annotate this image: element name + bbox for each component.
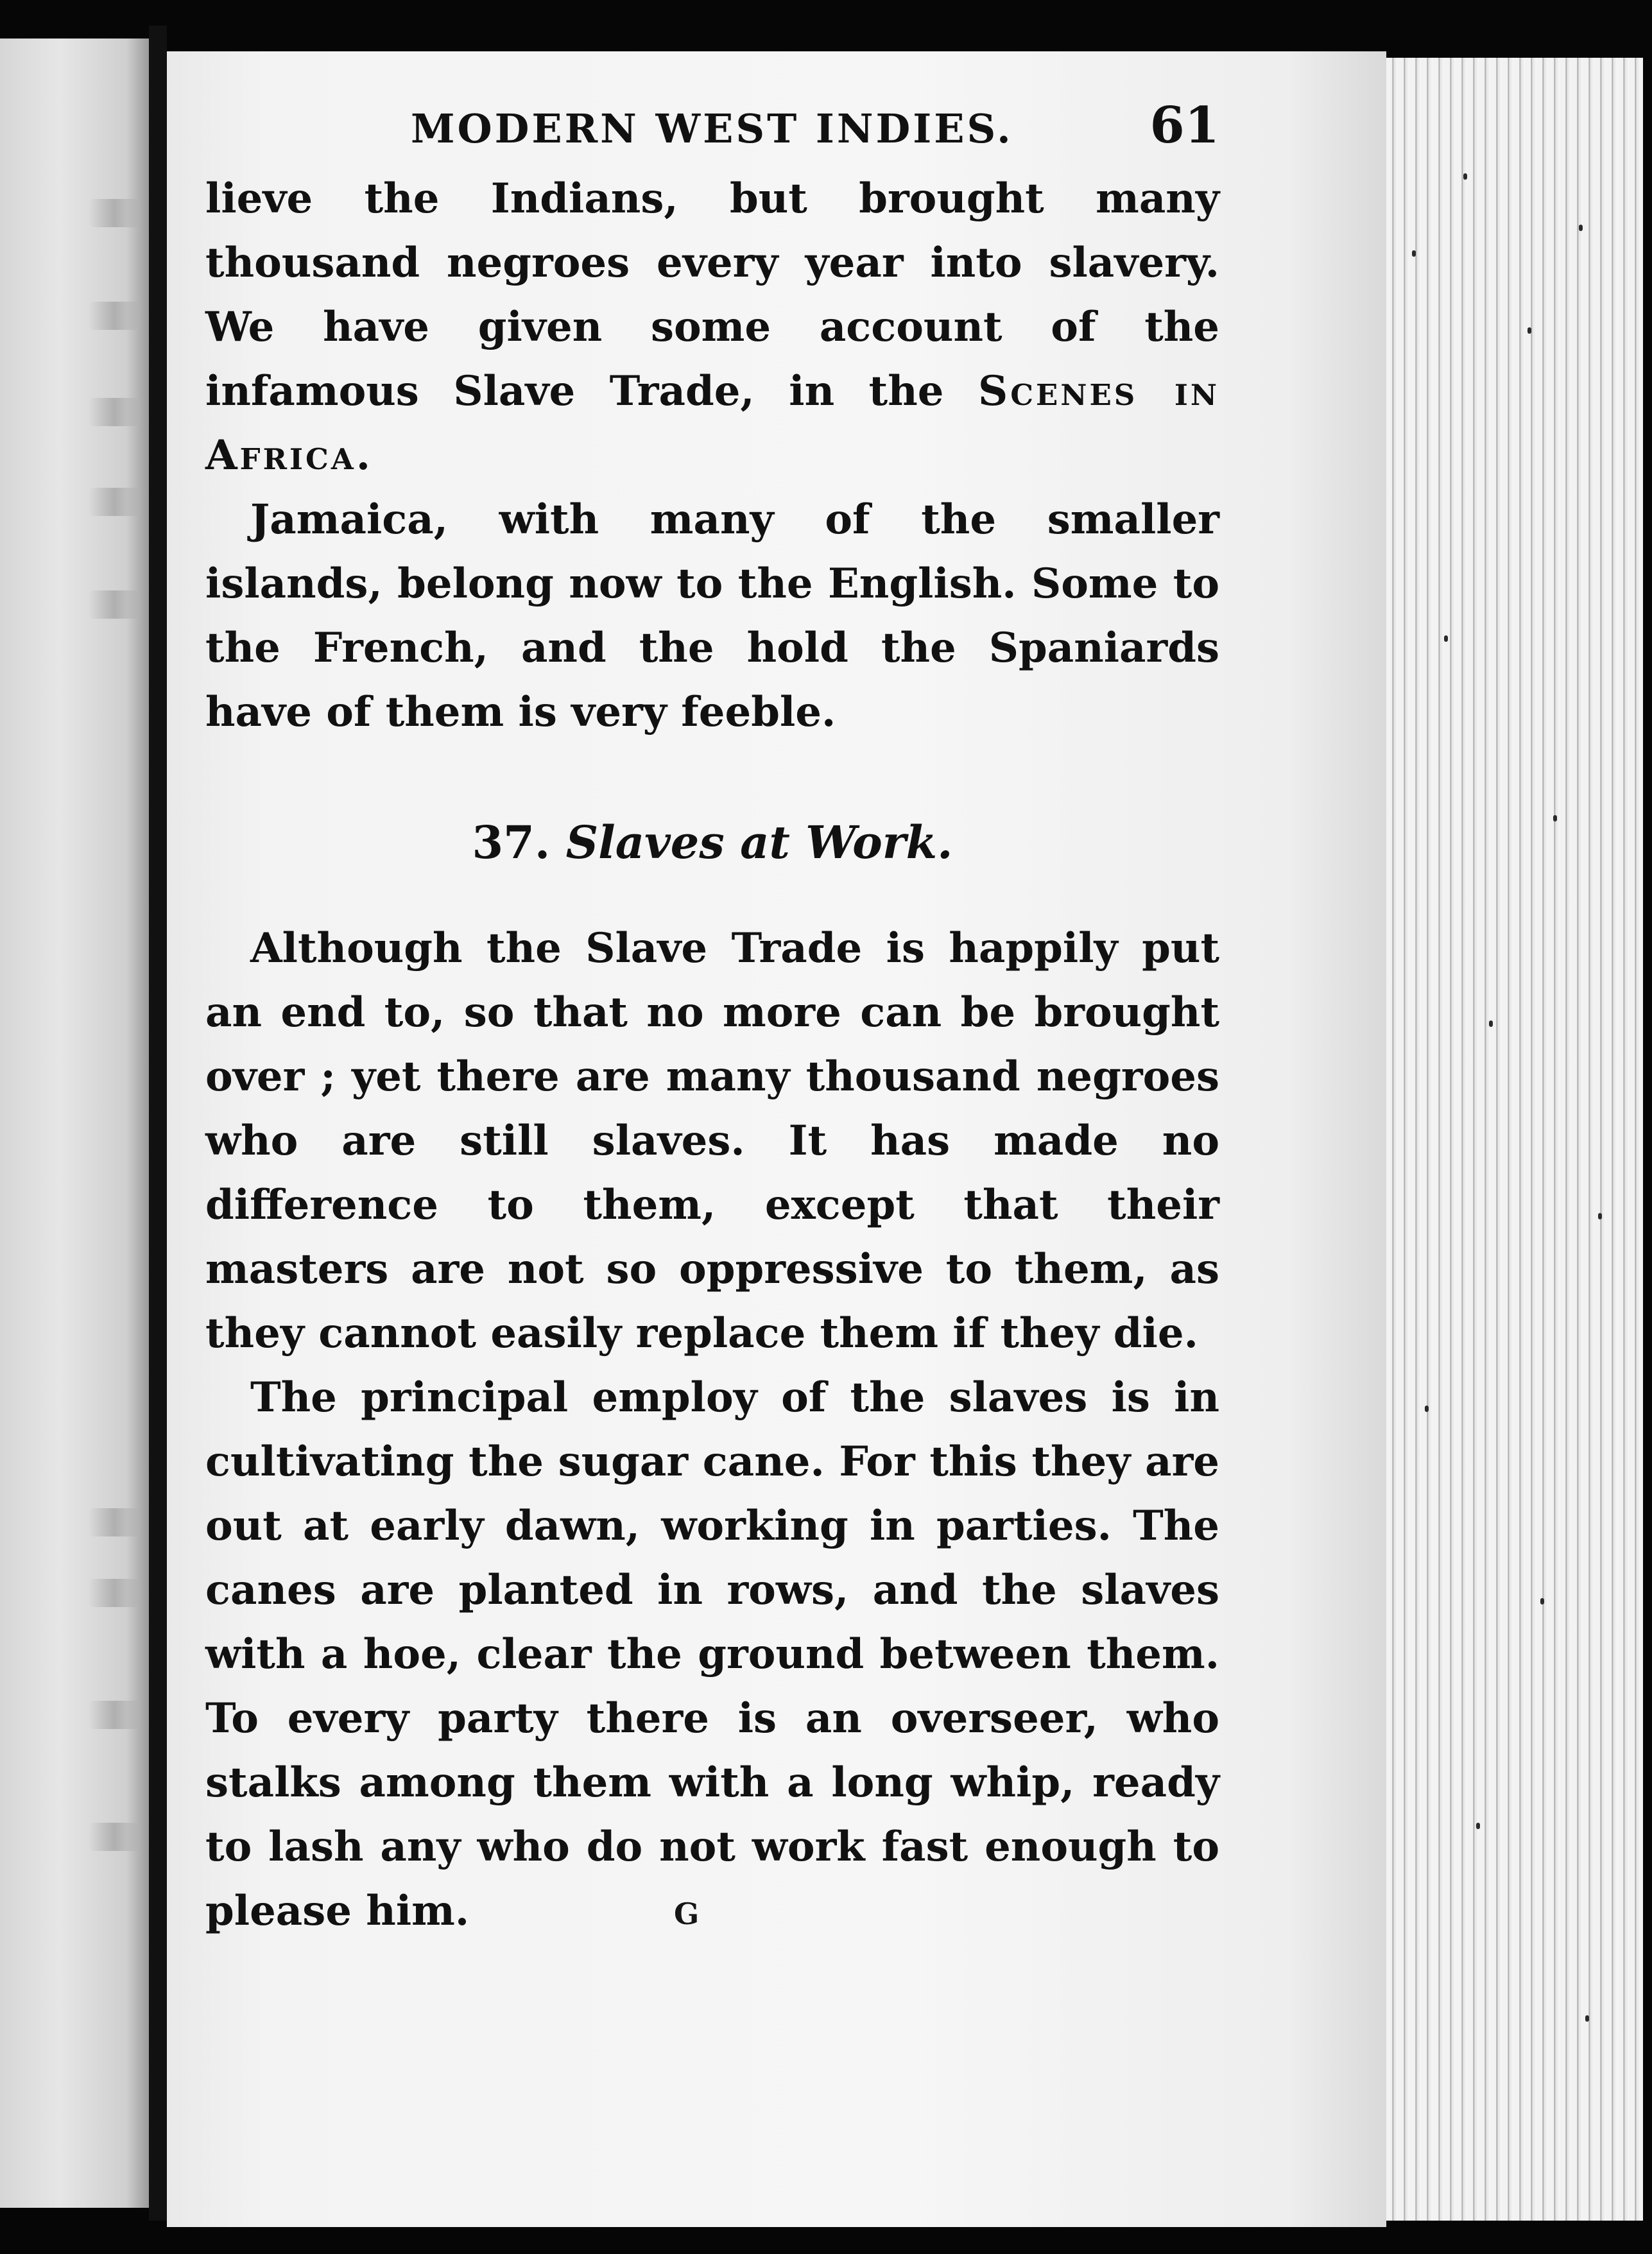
ink-speck — [1412, 250, 1416, 257]
section-number: 37. — [472, 816, 551, 869]
show-through-mark — [89, 1701, 140, 1729]
paragraph: The principal employ of the slaves is in cultivating the sugar cane. For this they are out at early dawn, working in parties. The canes are planted in rows, and the slaves with a hoe, clear the ground between them. To every party there is an overseer, who stalks among them with a long whip, ready to lash any who do not work fast enough to please him. — [205, 1373, 1219, 1935]
show-through-mark — [89, 302, 140, 330]
facing-page-edge — [0, 39, 149, 2208]
page-text — [205, 96, 1219, 1943]
ink-speck — [1444, 635, 1448, 642]
show-through-mark — [89, 199, 140, 227]
ink-speck — [1585, 2015, 1589, 2022]
show-through-mark — [89, 1579, 140, 1607]
paragraph: Although the Slave Trade is happily put an end to, so that no more can be brought over ; yet there are many thousand negroes who are still slaves. It has made no difference to them, except that their masters are not so oppressive to them, as they cannot easily replace them if they die. — [205, 924, 1219, 1357]
paragraph-text: lieve the Indians, but brought many thousand negroes every year into slavery. We have given some account of the infamous Slave Trade, in the — [205, 175, 1219, 415]
paragraph-end: . — [356, 431, 371, 479]
show-through-mark — [89, 398, 140, 426]
section-title: Slaves at Work. — [565, 816, 953, 869]
book-gutter — [149, 26, 167, 2221]
section-heading — [205, 807, 1219, 878]
show-through-mark — [89, 1823, 140, 1851]
show-through-mark — [89, 1508, 140, 1536]
paragraph: Jamaica, with many of the smaller islands, belong now to the English. Some to the French, and the hold the Spaniards have of them is very feeble. — [205, 495, 1219, 736]
ink-speck — [1579, 225, 1583, 231]
show-through-mark — [89, 488, 140, 516]
ink-speck — [1527, 327, 1531, 334]
book-reference: Scenes in Africa — [205, 367, 1220, 479]
running-title: MODERN WEST INDIES. — [411, 105, 1013, 152]
ink-speck — [1463, 173, 1467, 180]
ink-speck — [1598, 1213, 1602, 1219]
page-number: 61 — [1149, 96, 1219, 155]
ink-speck — [1540, 1598, 1544, 1604]
ink-speck — [1553, 815, 1557, 822]
ink-speck — [1489, 1020, 1493, 1027]
running-head — [205, 96, 1219, 167]
signature-mark: G — [674, 1897, 700, 1931]
show-through-mark — [89, 590, 140, 619]
ink-speck — [1476, 1823, 1480, 1829]
ink-speck — [1425, 1406, 1429, 1412]
paragraph — [205, 167, 1219, 488]
page-fore-edges — [1386, 58, 1643, 2221]
